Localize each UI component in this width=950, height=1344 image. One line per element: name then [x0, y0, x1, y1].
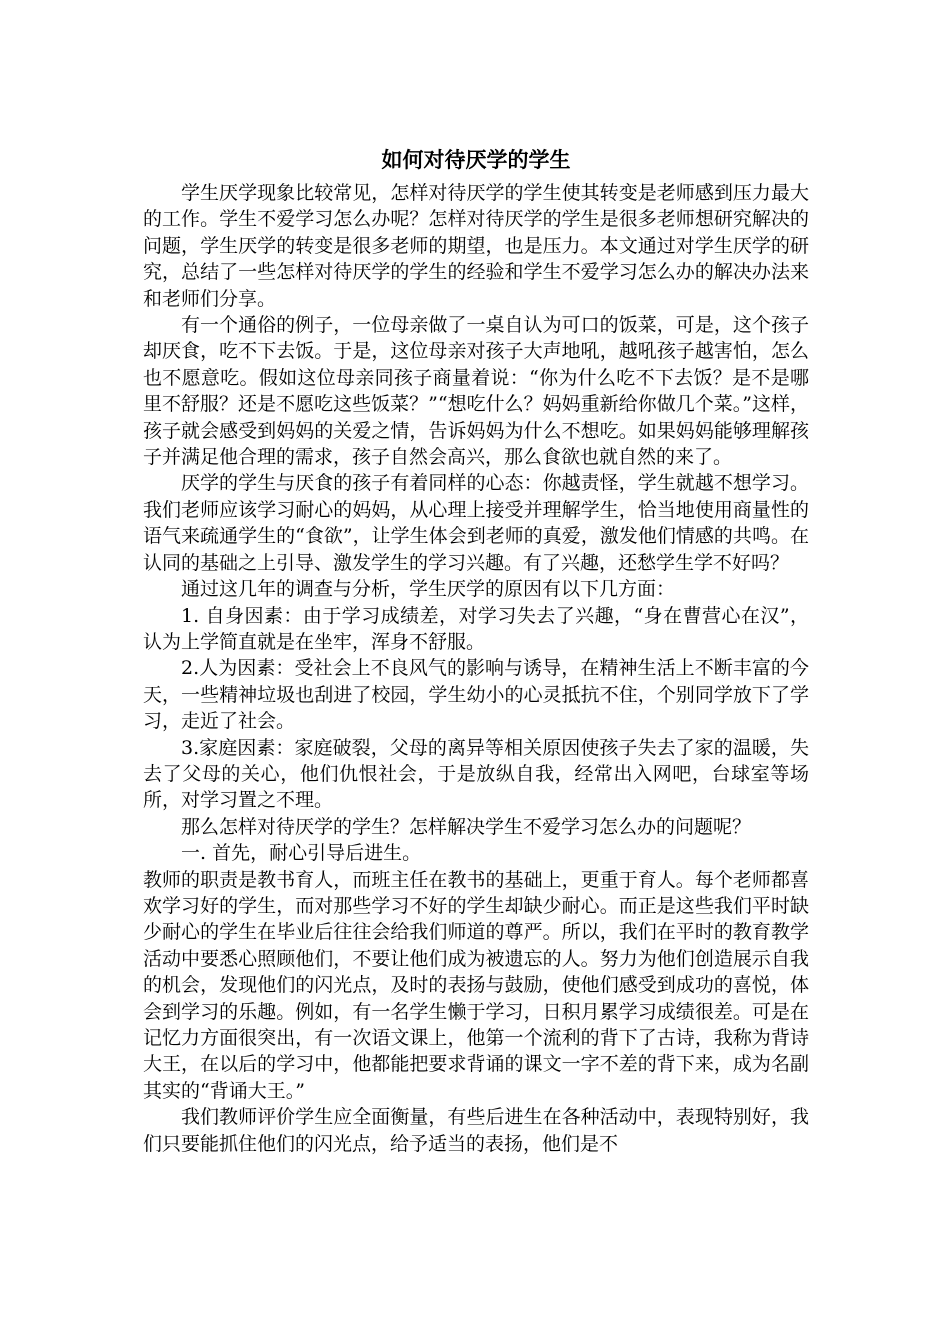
section-heading-1: 一. 首先，耐心引导后进生。 — [181, 842, 422, 865]
paragraph-analogy: 厌学的学生与厌食的孩子有着同样的心态：你越责怪，学生就越不想学习。我们老师应该学习耐心的妈妈，从心理上接受并理解学生，恰当地使用商量性的语气来疏通学生的“食欲”，让学生体会到老师的真爱，激发他们情感的共鸣。在认同的基础之上引导、激发学生的学习兴趣。有了兴趣，还愁学生学不好吗？ — [143, 472, 809, 574]
paragraph-teacher-duty: 教师的职责是教书育人，而班主任在教书的基础上，更重于育人。每个老师都喜欢学习好的学生，而对那些学习不好的学生却缺少耐心。而正是这些我们平时缺少耐心的学生在毕业后往往会给我们师道的尊严。所以，我们在平时的教育教学活动中要悉心照顾他们，不要让他们成为被遗忘的人。努力为他们创造展示自我的机会，发现他们的闪光点，及时的表扬与鼓励，使他们感受到成功的喜悦，体会到学习的乐趣。例如，有一名学生懒于学习，日积月累学习成绩很差。可是在记忆力方面很突出，有一次语文课上，他第一个流利的背下了古诗，我称为背诗大王，在以后的学习中，他都能把要求背诵的课文一字不差的背下来，成为名副其实的“背诵大王。” — [143, 868, 809, 1102]
paragraph-causes-intro: 通过这几年的调查与分析，学生厌学的原因有以下几方面： — [181, 578, 676, 601]
paragraph-cause-3: 3.家庭因素：家庭破裂，父母的离异等相关原因使孩子失去了家的温暖，失去了父母的关心，他们仇恨社会，于是放纵自我，经常出入网吧，台球室等场所，对学习置之不理。 — [143, 736, 809, 812]
document-title: 如何对待厌学的学生 — [381, 147, 571, 172]
paragraph-question: 那么怎样对待厌学的学生？怎样解决学生不爱学习怎么办的问题呢？ — [181, 815, 752, 838]
paragraph-intro: 学生厌学现象比较常见，怎样对待厌学的学生使其转变是老师感到压力最大的工作。学生不爱学习怎么办呢？怎样对待厌学的学生是很多老师想研究解决的问题，学生厌学的转变是很多老师的期望，也是压力。本文通过对学生厌学的研究，总结了一些怎样对待厌学的学生的经验和学生不爱学习怎么办的解决办法来和老师们分享。 — [143, 182, 809, 310]
paragraph-evaluation: 我们教师评价学生应全面衡量，有些后进生在各种活动中，表现特别好，我们只要能抓住他们的闪光点，给予适当的表扬，他们是不 — [143, 1106, 809, 1155]
paragraph-example: 有一个通俗的例子，一位母亲做了一桌自认为可口的饭菜，可是，这个孩子却厌食，吃不下去饭。于是，这位母亲对孩子大声地吼，越吼孩子越害怕，怎么也不愿意吃。假如这位母亲同孩子商量着说：“你为什么吃不下去饭？是不是哪里不舒服？还是不愿吃这些饭菜？”“想吃什么？妈妈重新给你做几个菜。”这样，孩子就会感受到妈妈的关爱之情，告诉妈妈为什么不想吃。如果妈妈能够理解孩子并满足他合理的需求，孩子自然会高兴，那么食欲也就自然的来了。 — [143, 314, 809, 469]
document-page — [143, 140, 809, 1157]
paragraph-cause-1: 1. 自身因素：由于学习成绩差，对学习失去了兴趣，“身在曹营心在汉”，认为上学简直就是在坐牢，浑身不舒服。 — [143, 604, 809, 653]
paragraph-cause-2: 2.人为因素：受社会上不良风气的影响与诱导，在精神生活上不断丰富的今天，一些精神垃圾也刮进了校园，学生幼小的心灵抵抗不住，个别同学放下了学习，走近了社会。 — [143, 657, 809, 733]
